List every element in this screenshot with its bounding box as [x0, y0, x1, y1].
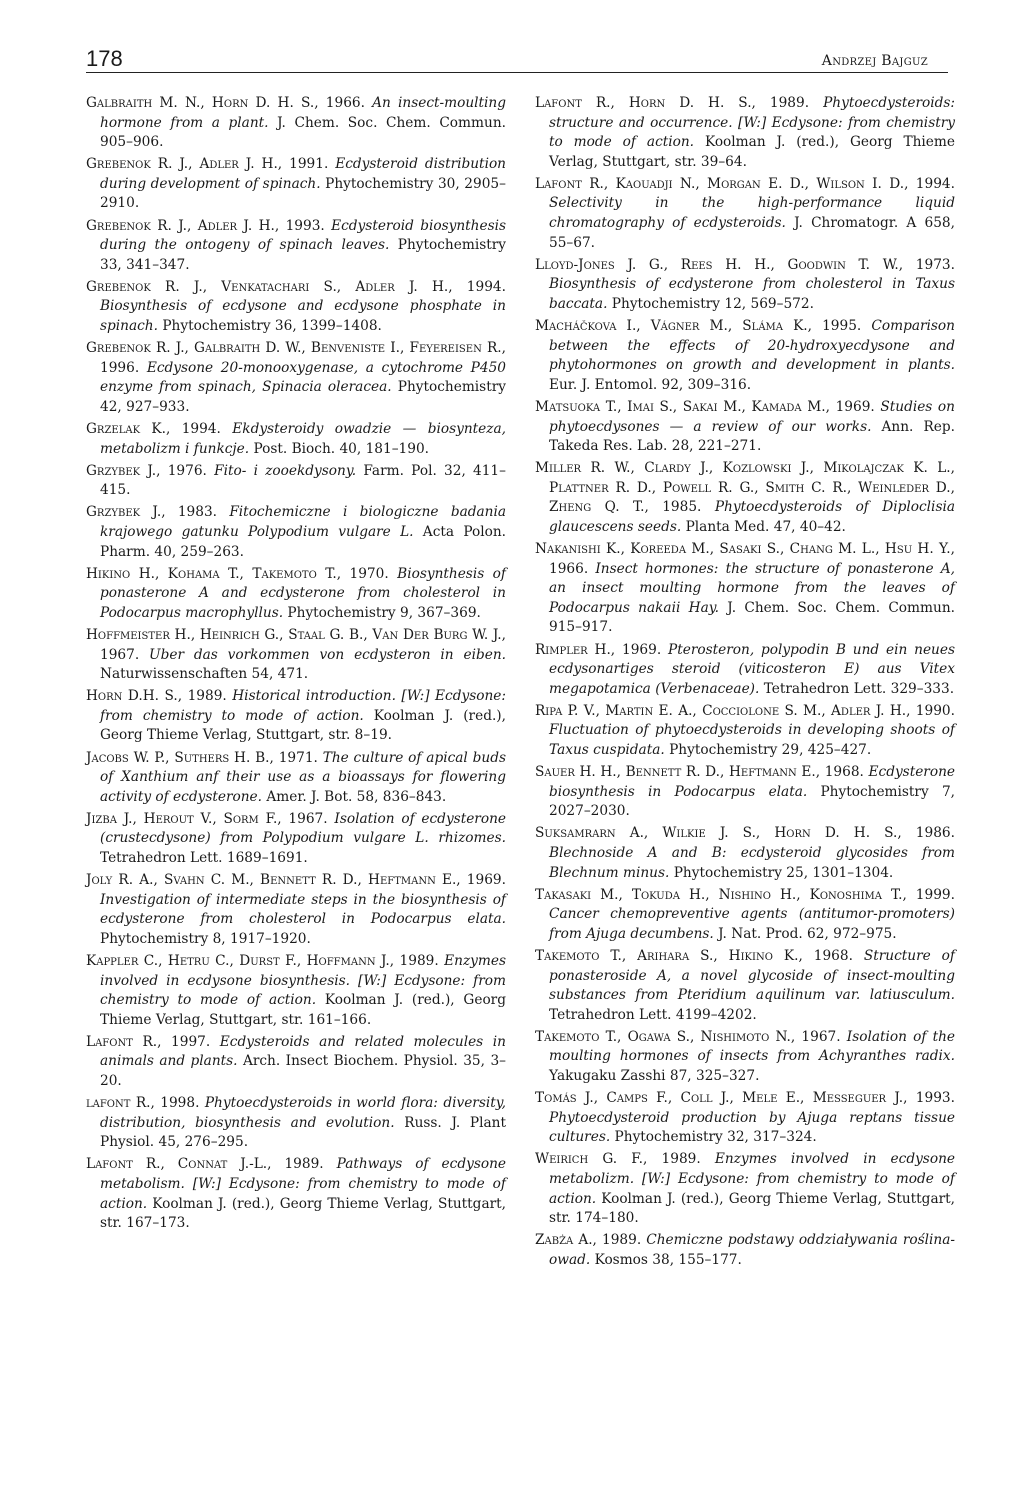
- reference-source: Koolman J. (red.), Georg Thieme Verlag, Stuttgart, str. 174–180.: [549, 1190, 955, 1227]
- reference-year: 1966.: [318, 95, 373, 111]
- reference-source: Naturwissenschaften 54, 471.: [100, 666, 309, 683]
- reference-year: 1967.: [100, 646, 150, 663]
- reference-entry: [535, 540, 955, 638]
- reference-source: Tetrahedron Lett. 4199–4202.: [549, 1006, 757, 1023]
- reference-year: 1993.: [279, 217, 332, 234]
- reference-authors: Miller R. W., Clardy J., Kozlowski J., Mikolajczak K. L., Plattner R. D., Powell R. G., Smith C. R., Weinleder D., Zheng Q. T.,: [535, 460, 955, 516]
- reference-entry: [86, 1033, 506, 1092]
- reference-source: Post. Bioch. 40, 181–190.: [249, 440, 430, 457]
- reference-year: 1989.: [647, 1151, 715, 1168]
- reference-year: 1966.: [549, 560, 596, 577]
- reference-source: Phytochemistry 8, 1917–1920.: [100, 930, 311, 947]
- reference-year: 1970.: [341, 565, 398, 582]
- reference-title: Fluctuation of phytoecdysteroids in developing shoots of Taxus cuspidata.: [549, 722, 955, 758]
- reference-year: 1989.: [271, 1156, 337, 1173]
- reference-authors: Sauer H. H., Bennett R. D., Heftmann E.,: [535, 764, 821, 781]
- reference-title: An insect-moulting hormone from a plant.: [100, 95, 507, 131]
- reference-entry: [535, 947, 955, 1025]
- reference-year: 1969.: [460, 872, 506, 889]
- reference-title: Fito- i zooekdysony.: [214, 462, 357, 479]
- reference-year: 1990.: [910, 702, 955, 719]
- reference-title: Comparison between the effects of 20-hydroxyecdysone and phytohormones on growth and development in plants.: [549, 318, 955, 374]
- reference-title: Ecdysteroid biosynthesis during the ontogeny of spinach leaves.: [100, 217, 506, 254]
- reference-authors: Lafont R., Connat J.-L.,: [86, 1156, 272, 1173]
- reference-title: Enzymes involved in ecdysone metabolizm. [W:] Ecdysone: from chemistry to mode of action.: [549, 1151, 955, 1207]
- reference-authors: Grzelak K.,: [86, 421, 171, 437]
- reference-source: Koolman J. (red.), Georg Thieme Verlag, Stuttgart, str. 39–64.: [549, 134, 955, 170]
- reference-source: Phytochemistry 42, 927–933.: [100, 379, 506, 415]
- reference-authors: Joly R. A., Svahn C. M., Bennett R. D., Heftmann E.,: [86, 872, 461, 889]
- reference-year: 1996.: [100, 359, 147, 376]
- reference-entry: [535, 763, 955, 822]
- reference-title: Selectivity in the high-performance liquid chromatography of ecdysteroids.: [549, 195, 955, 232]
- reference-source: Yakugaku Zasshi 87, 325–327.: [549, 1068, 760, 1084]
- reference-title: Ekdysteroidy owadzie — biosynteza, metabolizm i funkcje.: [100, 421, 506, 457]
- reference-entry: [535, 459, 955, 537]
- reference-authors: Matsuoka T., Imai S., Sakai M., Kamada M.,: [535, 398, 830, 415]
- reference-entry: [86, 565, 506, 624]
- reference-authors: Grzybek J.,: [86, 462, 161, 479]
- reference-source: Phytochemistry 9, 367–369.: [283, 604, 481, 621]
- reference-authors: Rimpler H.,: [535, 641, 616, 658]
- reference-entry: [86, 626, 506, 685]
- reference-source: Phytochemistry 30, 2905–2910.: [100, 175, 506, 212]
- reference-source: Arch. Insect Biochem. Physiol. 35, 3–20.: [100, 1053, 506, 1089]
- reference-authors: Takemoto T., Arihara S., Hikino K.,: [535, 947, 803, 964]
- reference-source: J. Chem. Soc. Chem. Commun. 905–906.: [100, 114, 506, 151]
- reference-year: 1991.: [282, 156, 336, 173]
- reference-entry: [535, 398, 955, 457]
- reference-authors: Grebenok R. J., Venkatachari S., Adler J. H.,: [86, 278, 453, 295]
- reference-entry: [86, 339, 506, 417]
- reference-authors: Macháčkova I., Vágner M., Sláma K.,: [535, 318, 813, 335]
- reference-year: 1976.: [160, 462, 215, 479]
- reference-year: 1968.: [820, 764, 869, 781]
- reference-source: Tetrahedron Lett. 329–333.: [759, 680, 955, 697]
- reference-source: J. Chem. Soc. Chem. Commun. 915–917.: [549, 599, 955, 636]
- reference-title: Structure of ponasteroside A, a novel glycoside of insect-moulting substances from Pteridium aquilinum var. latiusculum.: [549, 947, 955, 1004]
- reference-authors: Horn D.H. S.,: [86, 688, 183, 705]
- header-rule: [86, 72, 948, 73]
- reference-authors: Zabża A.,: [535, 1232, 597, 1249]
- reference-entry: [535, 886, 955, 945]
- reference-year: 1993.: [907, 1090, 955, 1107]
- reference-source: Ann. Rep. Takeda Res. Lab. 28, 221–271.: [549, 418, 955, 455]
- reference-authors: lafont R.,: [86, 1095, 155, 1112]
- reference-year: 1999.: [906, 886, 955, 903]
- reference-year: 1989.: [755, 95, 824, 111]
- reference-entry: [535, 1028, 955, 1087]
- reference-title: Ecdysone 20-monooxygenase, a cytochrome P450 enzyme from spinach, Spinacia oleracea.: [100, 359, 506, 396]
- reference-entry: [535, 94, 955, 172]
- reference-authors: Grebenok R. J., Galbraith D. W., Benveniste I., Feyereisen R.,: [86, 340, 506, 357]
- reference-title: Phytoecdysteroids: structure and occurrence. [W:] Ecdysone: from chemistry to mode of action.: [549, 95, 956, 151]
- reference-year: 1968.: [802, 947, 864, 964]
- running-head: Andrzej Bajguz: [821, 53, 928, 69]
- reference-authors: Galbraith M. N., Horn D. H. S.,: [86, 95, 319, 111]
- reference-authors: Kappler C., Hetru C., Durst F., Hoffmann J.,: [86, 952, 395, 969]
- reference-year: 1989.: [596, 1232, 647, 1249]
- reference-source: Planta Med. 47, 40–42.: [681, 518, 846, 535]
- reference-authors: Takemoto T., Ogawa S., Nishimoto N.,: [535, 1028, 796, 1045]
- reference-entry: [86, 217, 506, 276]
- reference-title: Ecdysteroids and related molecules in animals and plants.: [100, 1033, 506, 1070]
- reference-entry: [86, 503, 506, 562]
- reference-authors: Ripa P. V., Martin E. A., Cocciolone S. M., Adler J. H.,: [535, 702, 911, 719]
- reference-authors: Grebenok R. J., Adler J. H.,: [86, 217, 280, 234]
- reference-year: 1967.: [281, 810, 335, 827]
- reference-source: Phytochemistry 12, 569–572.: [607, 295, 814, 312]
- reference-authors: Grzybek J.,: [86, 504, 166, 521]
- reference-title: Ecdysterone biosynthesis in Podocarpus elata.: [549, 764, 956, 800]
- reference-title: Phytoecdysteroids in world flora: diversity, distribution, biosynthesis and evolution.: [100, 1095, 506, 1131]
- reference-title: The culture of apical buds of Xanthium anf their use as a bioassays for flowering activity of ecdysterone.: [100, 749, 506, 805]
- reference-entry: [86, 278, 506, 337]
- reference-entry: [535, 1089, 955, 1148]
- reference-source: Kosmos 38, 155–177.: [590, 1251, 742, 1268]
- reference-year: 1973.: [903, 256, 955, 273]
- reference-title: Studies on phytoecdysones — a review of our works.: [549, 398, 955, 435]
- reference-entry: [535, 1231, 955, 1270]
- reference-title: Historical introduction. [W:] Ecdysone: from chemistry to mode of action.: [100, 688, 507, 724]
- reference-entry: [535, 1150, 955, 1228]
- reference-source: Russ. J. Plant Physiol. 45, 276–295.: [100, 1114, 506, 1151]
- reference-title: Cancer chemopreventive agents (antitumor-promoters) from Ajuga decumbens.: [549, 906, 955, 942]
- reference-authors: Tomás J., Camps F., Coll J., Mele E., Messeguer J.,: [535, 1090, 908, 1107]
- reference-entry: [86, 871, 506, 949]
- reference-source: Phytochemistry 32, 317–324.: [610, 1129, 817, 1146]
- reference-title: Insect hormones: the structure of ponasterone A, an insect moulting hormone from the leaves of Podocarpus nakaii Hay.: [549, 560, 955, 616]
- reference-title: Fitochemiczne i biologiczne badania krajowego gatunku Polypodium vulgare L.: [100, 504, 507, 540]
- reference-title: Ecdysteroid distribution during development of spinach.: [100, 156, 506, 192]
- reference-authors: Suksamrarn A., Wilkie J. S., Horn D. H. S.,: [535, 825, 902, 842]
- reference-year: 1985.: [648, 499, 715, 516]
- reference-entry: [86, 462, 506, 501]
- reference-title: Phytoecdysteroids of Diploclisia glaucescens seeds.: [549, 499, 956, 535]
- reference-title: Blechnoside A and B: ecdysteroid glycosides from Blechnum minus.: [549, 844, 955, 881]
- reference-source: Koolman J. (red.), Georg Thieme Verlag, Stuttgart, str. 167–173.: [100, 1195, 506, 1232]
- page-number: 178: [86, 46, 123, 71]
- reference-source: Phytochemistry 33, 341–347.: [100, 237, 506, 273]
- reference-entry: [86, 952, 506, 1030]
- reference-title: Isolation of the moulting hormones of insects from Achyranthes radix.: [549, 1028, 955, 1065]
- reference-source: Amer. J. Bot. 58, 836–843.: [262, 788, 447, 805]
- reference-authors: Hikino H., Kohama T., Takemoto T.,: [86, 565, 342, 582]
- reference-title: Biosynthesis of ecdysone and ecdysone phosphate in spinach.: [100, 298, 506, 335]
- reference-source: Farm. Pol. 32, 411–415.: [100, 462, 506, 499]
- reference-year: 1989.: [182, 688, 233, 705]
- reference-title: Chemiczne podstawy oddziaływania roślina-owad.: [549, 1232, 955, 1268]
- reference-authors: Nakanishi K., Koreeda M., Sasaki S., Chang M. L., Hsu H. Y.,: [535, 541, 955, 558]
- reference-entry: [86, 94, 506, 153]
- reference-entry: [86, 420, 506, 459]
- reference-year: 1997.: [161, 1033, 220, 1050]
- reference-year: 1998.: [154, 1095, 205, 1112]
- reference-authors: Lafont R., Kaouadji N., Morgan E. D., Wilson I. D.,: [535, 175, 909, 192]
- reference-source: Phytochemistry 7, 2027–2030.: [549, 783, 956, 820]
- reference-entry: [535, 317, 955, 395]
- reference-authors: Jizba J., Herout V., Sorm F.,: [86, 810, 282, 827]
- reference-source: Phytochemistry 36, 1399–1408.: [157, 318, 382, 335]
- reference-year: 1967.: [795, 1028, 847, 1045]
- reference-title: Enzymes involved in ecdysone biosynthesis. [W:] Ecdysone: from chemistry to mode of action.: [100, 952, 506, 1009]
- reference-title: Biosynthesis of ponasterone A and ecdysterone from cholesterol in Podocarpus macrophyllus.: [100, 565, 506, 621]
- reference-authors: Lloyd-Jones J. G., Rees H. H., Goodwin T. W.,: [535, 256, 904, 273]
- reference-year: 1986.: [901, 825, 955, 842]
- reference-authors: Hoffmeister H., Heinrich G., Staal G. B., Van Der Burg W. J.,: [86, 626, 506, 643]
- reference-year: 1969.: [829, 398, 881, 415]
- reference-entry: [535, 641, 955, 700]
- reference-year: 1971.: [273, 749, 323, 766]
- reference-title: Pterosteron, polypodin B und ein neues ecdysonartiges steroid (viticosteron E) aus Vitex megapotamica (Verbenaceae).: [549, 641, 956, 697]
- reference-authors: Weirich G. F.,: [535, 1151, 648, 1168]
- reference-source: Eur. J. Entomol. 92, 309–316.: [549, 376, 752, 393]
- reference-entry: [535, 175, 955, 253]
- reference-title: Isolation of ecdysterone (crustecdysone) from Polypodium vulgare L. rhizomes.: [100, 810, 507, 847]
- reference-authors: Jacobs W. P., Suthers H. B.,: [86, 749, 274, 766]
- reference-year: 1994.: [452, 278, 506, 295]
- reference-source: Koolman J. (red.), Georg Thieme Verlag, Stuttgart, str. 8–19.: [100, 707, 506, 744]
- reference-source: Phytochemistry 25, 1301–1304.: [669, 864, 894, 881]
- reference-title: Uber das vorkommen von ecdysteron in eiben.: [149, 646, 506, 663]
- reference-source: J. Nat. Prod. 62, 972–975.: [713, 925, 897, 942]
- reference-entry: [86, 1155, 506, 1233]
- reference-title: Biosynthesis of ecdysterone from cholesterol in Taxus baccata.: [549, 276, 955, 312]
- reference-year: 1989.: [394, 952, 445, 969]
- reference-source: Phytochemistry 29, 425–427.: [664, 742, 872, 758]
- reference-source: Koolman J. (red.), Georg Thieme Verlag, Stuttgart, str. 161–166.: [100, 992, 506, 1028]
- reference-source: Acta Polon. Pharm. 40, 259–263.: [100, 523, 506, 560]
- reference-entry: [86, 749, 506, 808]
- reference-entry: [86, 687, 506, 746]
- reference-year: 1969.: [615, 641, 669, 658]
- reference-year: 1994.: [908, 175, 955, 192]
- reference-authors: Lafont R., Horn D. H. S.,: [535, 95, 756, 111]
- reference-entry: [535, 702, 955, 761]
- reference-entry: [86, 155, 506, 214]
- reference-authors: Grebenok R. J., Adler J. H.,: [86, 156, 283, 173]
- reference-year: 1994.: [170, 421, 233, 437]
- reference-entry: [86, 810, 506, 869]
- references-column-right: [535, 94, 955, 1273]
- reference-source: J. Chromatogr. A 658, 55–67.: [549, 215, 955, 251]
- reference-title: Investigation of intermediate steps in the biosynthesis of ecdysterone from cholesterol in Podocarpus elata.: [100, 891, 506, 928]
- reference-authors: Lafont R.,: [86, 1033, 162, 1050]
- reference-source: Tetrahedron Lett. 1689–1691.: [100, 849, 308, 866]
- reference-authors: Takasaki M., Tokuda H., Nishino H., Konoshima T.,: [535, 886, 907, 903]
- reference-entry: [535, 824, 955, 883]
- reference-entry: [535, 256, 955, 315]
- reference-title: Phytoecdysteroid production by Ajuga reptans tissue cultures.: [549, 1109, 955, 1146]
- reference-year: 1995.: [812, 318, 872, 335]
- references-column-left: [86, 94, 506, 1236]
- reference-title: Pathways of ecdysone metabolism. [W:] Ecdysone: from chemistry to mode of action.: [100, 1156, 506, 1212]
- reference-year: 1983.: [165, 504, 230, 521]
- reference-entry: [86, 1094, 506, 1153]
